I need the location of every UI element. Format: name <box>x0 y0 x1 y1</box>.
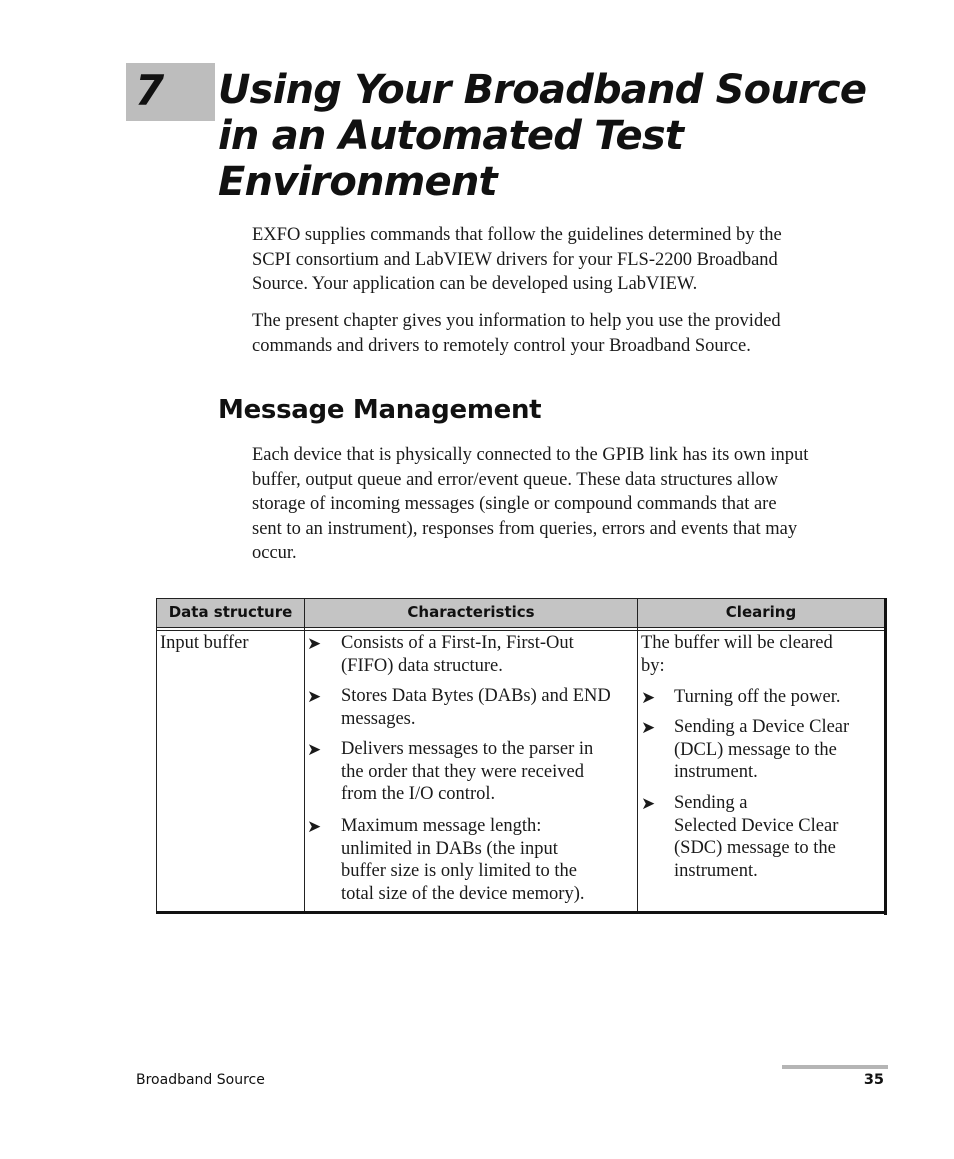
arrow-bullet-icon: ➤ <box>307 634 322 654</box>
text-line: Delivers messages to the parser in <box>341 739 594 759</box>
clearing-item <box>674 792 838 882</box>
characteristic-item <box>341 815 585 905</box>
intro-paragraph-2 <box>252 309 892 358</box>
text-line: buffer size is only limited to the <box>341 861 578 882</box>
text-line: the order that they were received <box>341 761 584 782</box>
text-line: Sending a Device Clear <box>674 717 850 737</box>
text-line: (FIFO) data structure. <box>341 655 503 676</box>
intro-paragraph-1 <box>252 223 892 297</box>
text-line: EXFO supplies commands that follow the guidelines determined by the <box>252 225 782 245</box>
arrow-bullet-icon: ➤ <box>641 794 656 814</box>
text-line: occur. <box>252 543 297 564</box>
section-paragraph <box>252 443 892 566</box>
column-divider <box>304 598 305 913</box>
text-line: The buffer will be cleared <box>641 633 833 653</box>
footer-product-name: Broadband Source <box>136 1072 265 1088</box>
column-divider <box>637 598 638 913</box>
text-line: Maximum message length: <box>341 816 542 836</box>
arrow-bullet-icon: ➤ <box>307 817 322 837</box>
text-line: Source. Your application can be developed using LabVIEW. <box>252 274 698 295</box>
arrow-bullet-icon: ➤ <box>307 687 322 707</box>
table-shadow-right <box>884 598 887 915</box>
header-clearing: Clearing <box>725 603 797 621</box>
text-line: (SDC) message to the <box>674 838 836 859</box>
arrow-bullet-icon: ➤ <box>641 688 656 708</box>
text-line: messages. <box>341 708 416 729</box>
arrow-bullet-icon: ➤ <box>641 718 656 738</box>
text-line: commands and drivers to remotely control your Broadband Source. <box>252 335 751 356</box>
text-line: unlimited in DABs (the input <box>341 838 558 859</box>
page-number: 35 <box>863 1072 884 1088</box>
header-rule <box>156 630 885 631</box>
text-line: Sending a <box>674 793 748 813</box>
text-line: buffer, output queue and error/event queue. These data structures allow <box>252 469 779 490</box>
characteristic-item <box>341 632 574 677</box>
header-data-structure: Data structure <box>168 603 293 621</box>
chapter-number: 7 <box>135 66 165 115</box>
clearing-item <box>674 716 849 784</box>
chapter-title-line: in an Automated Test <box>218 113 684 159</box>
chapter-title <box>218 67 918 205</box>
header-rule <box>156 627 885 628</box>
text-line: from the I/O control. <box>341 784 496 805</box>
text-line: (DCL) message to the <box>674 739 837 760</box>
text-line: SCPI consortium and LabVIEW drivers for your FLS-2200 Broadband <box>252 249 778 270</box>
text-line: Turning off the power. <box>674 687 841 707</box>
characteristic-item <box>341 738 593 806</box>
text-line: Selected Device Clear <box>674 815 839 836</box>
text-line: The present chapter gives you information to help you use the provided <box>252 311 781 331</box>
chapter-title-line: Using Your Broadband Source <box>218 67 867 113</box>
text-line: total size of the device memory). <box>341 883 585 904</box>
characteristic-item <box>341 685 611 730</box>
chapter-title-line: Environment <box>218 159 497 205</box>
footer-rule <box>782 1065 888 1069</box>
text-line: Consists of a First-In, First-Out <box>341 633 574 653</box>
cell-data-structure: Input buffer <box>160 633 249 653</box>
table-shadow-bottom <box>156 911 887 914</box>
text-line: Stores Data Bytes (DABs) and END <box>341 686 611 706</box>
text-line: Each device that is physically connected to the GPIB link has its own input <box>252 445 809 465</box>
text-line: sent to an instrument), responses from queries, errors and events that may <box>252 518 798 539</box>
message-table <box>156 598 888 915</box>
text-line: storage of incoming messages (single or compound commands that are <box>252 494 777 515</box>
clearing-item <box>674 686 841 709</box>
text-line: instrument. <box>674 762 758 783</box>
clearing-intro <box>641 632 833 677</box>
section-heading: Message Management <box>218 395 542 425</box>
arrow-bullet-icon: ➤ <box>307 740 322 760</box>
text-line: by: <box>641 655 665 676</box>
text-line: instrument. <box>674 860 758 881</box>
header-characteristics: Characteristics <box>407 603 535 621</box>
